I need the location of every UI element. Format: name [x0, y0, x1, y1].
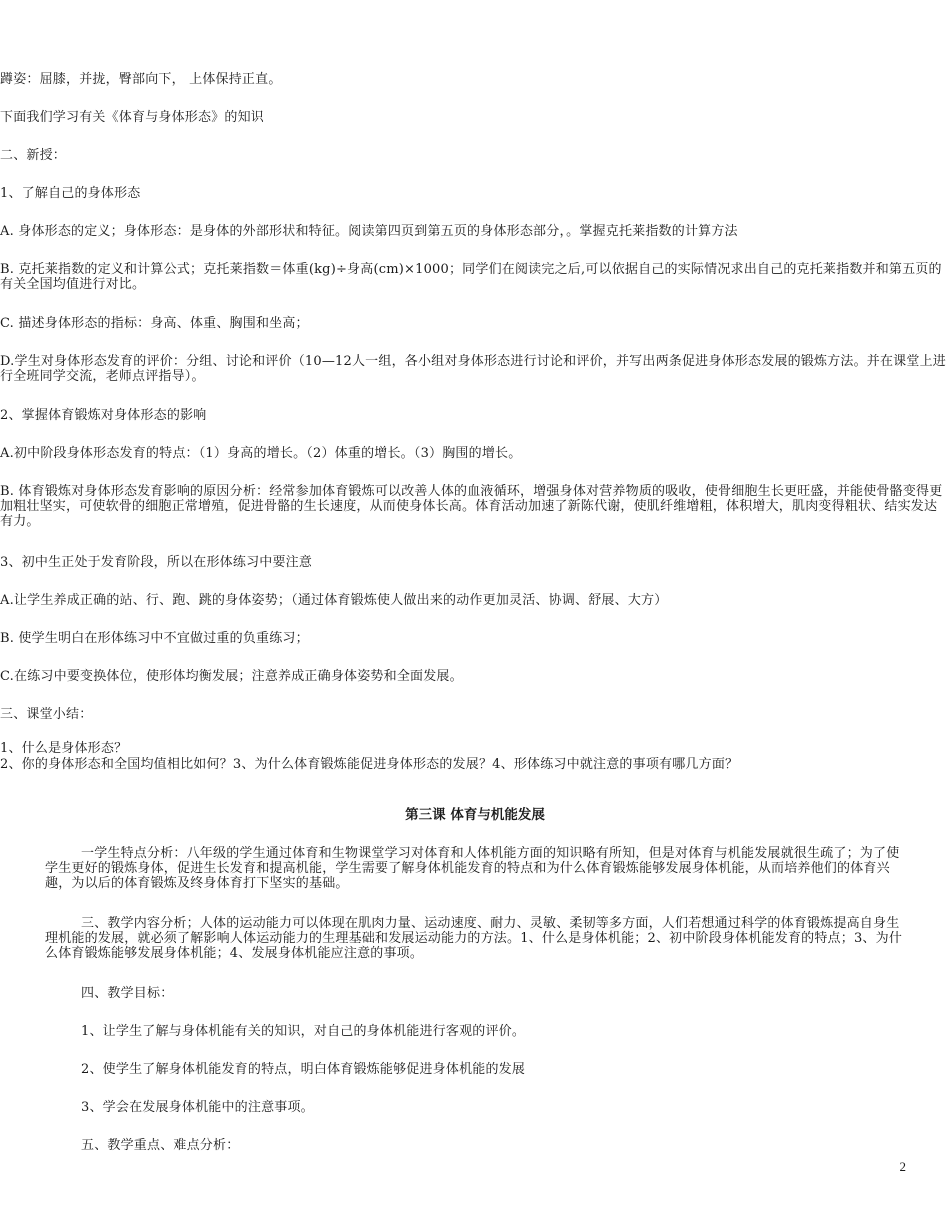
text-paragraph: D.学生对身体形态发育的评价：分组、讨论和评价（10—12人一组，各小组对身体形态进行讨论和评价，并写出两条促进身体形态发展的锻炼方法。并在课堂上进行全班同学交流，老师点评指导）。 [0, 354, 946, 384]
text-line: 五、教学重点、难点分析： [81, 1138, 240, 1153]
text-paragraph: B. 克托莱指数的定义和计算公式；克托莱指数＝体重(kg)÷身高(cm)×1000；同学们在阅读完之后,可以依据自己的实际情况求出自己的克托莱指数并和第五页的有关全国均值进行对比。 [0, 262, 942, 292]
text-line: 2、掌握体育锻炼对身体形态的影响 [0, 408, 207, 423]
text-line: 下面我们学习有关《体育与身体形态》的知识 [0, 110, 265, 125]
text-paragraph: B. 体育锻炼对身体形态发育影响的原因分析：经常参加体育锻炼可以改善人体的血液循环，增强身体对营养物质的吸收，使骨细胞生长更旺盛，并能使骨骼变得更加粗壮坚实，可使软骨的细胞正常增殖，促进骨骼的生长速度，从而使身体长高。体育活动加速了新陈代谢，使肌纤维增粗，体积增大，肌肉变得粗状、结实发达有力。 [0, 484, 943, 529]
text-line: 1、了解自己的身体形态 [0, 186, 141, 201]
text-line: B. 使学生明白在形体练习中不宜做过重的负重练习； [0, 631, 309, 646]
page-number: 2 [899, 1159, 906, 1174]
text-line: A.初中阶段身体形态发育的特点：（1）身高的增长。（2）体重的增长。（3）胸围的增长。 [0, 446, 522, 461]
text-line: 1、让学生了解与身体机能有关的知识，对自己的身体机能进行客观的评价。 [81, 1024, 526, 1039]
text-line: 2、使学生了解身体机能发育的特点，明白体育锻炼能够促进身体机能的发展 [81, 1062, 526, 1077]
text-line: A.让学生养成正确的站、行、跑、跳的身体姿势；（通过体育锻炼使人做出来的动作更加灵活、协调、舒展、大方） [0, 593, 668, 608]
text-paragraph: 三、教学内容分析；人体的运动能力可以体现在肌肉力量、运动速度、耐力、灵敏、柔韧等多方面，人们若想通过科学的体育锻炼提高自身生理机能的发展，就必须了解影响人体运动能力的生理基础和发展运动能力的方法。1、什么是身体机能；2、初中阶段身体机能发育的特点；3、为什么体育锻炼能够发展身体机能；4、发展身体机能应注意的事项。 [45, 916, 903, 961]
text-line: A. 身体形态的定义；身体形态：是身体的外部形状和特征。阅读第四页到第五页的身体形态部分，。掌握克托莱指数的计算方法 [0, 224, 738, 239]
text-line: 蹲姿：屈膝，并拢，臀部向下， 上体保持正直。 [0, 72, 282, 87]
text-line: 三、课堂小结： [0, 707, 93, 722]
text-line: 3、学会在发展身体机能中的注意事项。 [81, 1100, 314, 1115]
text-line: C. 描述身体形态的指标：身高、体重、胸围和坐高； [0, 316, 309, 331]
text-line: 2、你的身体形态和全国均值相比如何？3、为什么体育锻炼能促进身体形态的发展？4、形体练习中就注意的事项有哪几方面？ [0, 757, 739, 772]
text-paragraph: 一学生特点分析：八年级的学生通过体育和生物课堂学习对体育和人体机能方面的知识略有所知，但是对体育与机能发展就很生疏了；为了使学生更好的锻炼身体，促进生长发育和提高机能，学生需要了解身体机能发育的特点和为什么体育锻炼能够发展身体机能，从而培养他们的体育兴趣，为以后的体育锻炼及终身体育打下坚实的基础。 [45, 846, 900, 891]
text-line: 二、新授： [0, 148, 67, 163]
text-line: 3、初中生正处于发育阶段，所以在形体练习中要注意 [0, 555, 313, 570]
text-line: C.在练习中要变换体位，使形体均衡发展；注意养成正确身体姿势和全面发展。 [0, 669, 463, 684]
section-heading: 第三课 体育与机能发展 [405, 807, 545, 823]
text-line: 1、什么是身体形态？ [0, 741, 128, 756]
text-line: 四、教学目标： [81, 986, 174, 1001]
